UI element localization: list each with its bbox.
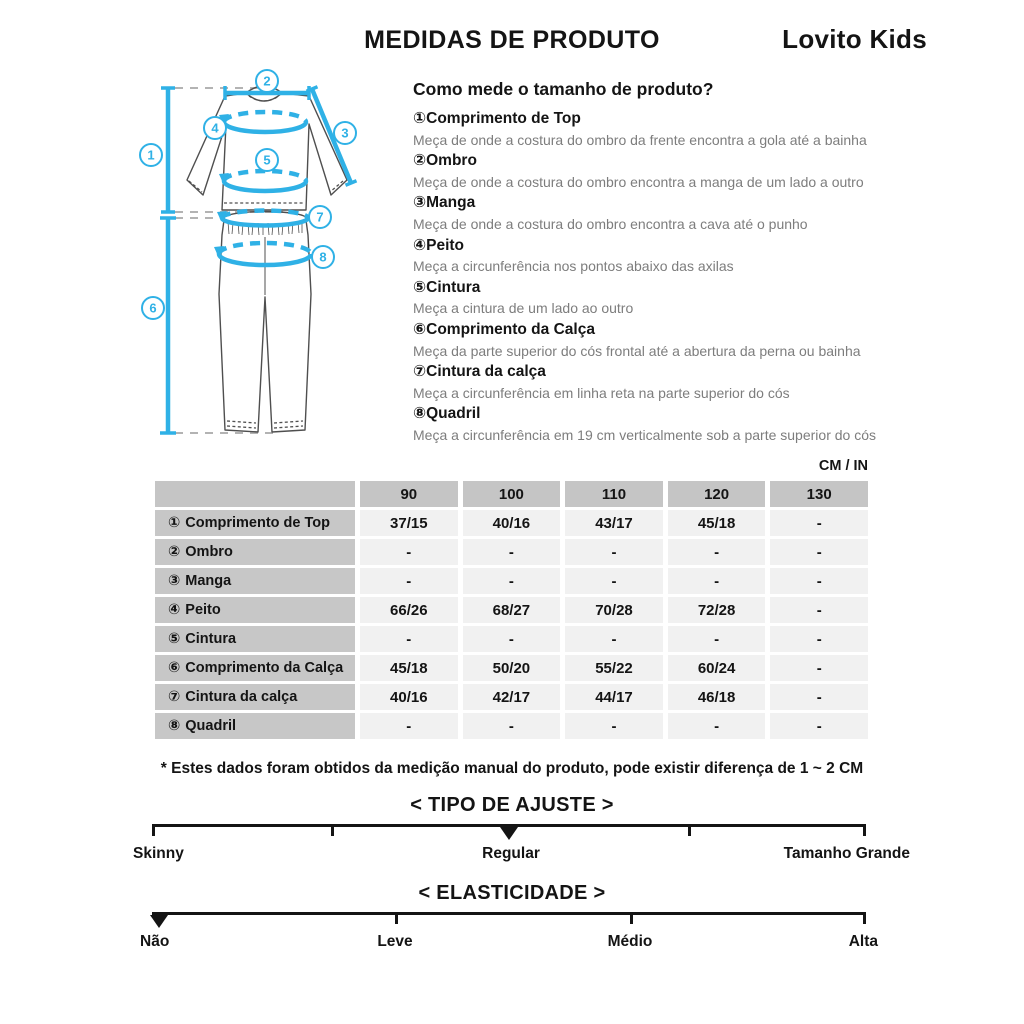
table-cell: - bbox=[565, 539, 663, 565]
table-cell: - bbox=[360, 568, 458, 594]
item-description: Meça de onde a costura do ombro encontra a manga de um lado a outro bbox=[413, 173, 864, 190]
svg-text:3: 3 bbox=[341, 125, 349, 141]
table-cell: 40/16 bbox=[360, 684, 458, 710]
size-column-header: 90 bbox=[360, 481, 458, 507]
fit-scale-title: < TIPO DE AJUSTE > bbox=[410, 794, 614, 816]
table-cell: - bbox=[360, 539, 458, 565]
item-description: Meça a circunferência nos pontos abaixo das axilas bbox=[413, 258, 734, 275]
table-cell: 72/28 bbox=[668, 597, 766, 623]
item-label: Peito bbox=[426, 236, 465, 254]
item-description: Meça de onde a costura do ombro da frente encontra a gola até a bainha bbox=[413, 131, 867, 148]
item-label: Quadril bbox=[426, 405, 481, 423]
item-number: ③ bbox=[413, 193, 427, 212]
instruction-item bbox=[413, 150, 988, 192]
table-cell: - bbox=[770, 684, 868, 710]
elasticity-label-medio: Médio bbox=[607, 933, 653, 950]
item-description: Meça de onde a costura do ombro encontra a cava até o punho bbox=[413, 215, 808, 232]
elasticity-label-alta: Alta bbox=[848, 933, 878, 950]
item-number: ④ bbox=[413, 235, 427, 254]
table-cell: - bbox=[360, 626, 458, 652]
row-label: ② Ombro bbox=[155, 539, 355, 565]
elasticity-label-leve: Leve bbox=[377, 933, 413, 950]
scale-tick bbox=[395, 915, 398, 924]
svg-text:7: 7 bbox=[316, 209, 324, 225]
item-number: ⑧ bbox=[413, 404, 427, 423]
fit-scale-track bbox=[152, 824, 866, 839]
fit-label-skinny: Skinny bbox=[133, 845, 184, 862]
instruction-item bbox=[413, 277, 988, 319]
row-label: ⑧ Quadril bbox=[155, 713, 355, 739]
table-cell: 66/26 bbox=[360, 597, 458, 623]
fit-scale-marker bbox=[500, 827, 518, 840]
elasticity-label-nao: Não bbox=[140, 933, 170, 950]
row-label: ⑥ Comprimento da Calça bbox=[155, 655, 355, 681]
item-label: Comprimento de Top bbox=[426, 110, 581, 127]
table-cell: 44/17 bbox=[565, 684, 663, 710]
table-cell: - bbox=[668, 539, 766, 565]
table-cell: 60/24 bbox=[668, 655, 766, 681]
item-description: Meça a circunferência em linha reta na parte superior do cós bbox=[413, 384, 790, 401]
size-column-header: 120 bbox=[668, 481, 766, 507]
instruction-item bbox=[413, 235, 988, 277]
table-cell: 43/17 bbox=[565, 510, 663, 536]
table-cell: - bbox=[770, 597, 868, 623]
row-label: ⑤ Cintura bbox=[155, 626, 355, 652]
diagram-callout-3 bbox=[334, 122, 356, 144]
svg-text:2: 2 bbox=[263, 73, 271, 89]
table-cell: - bbox=[565, 626, 663, 652]
row-label: ⑦ Cintura da calça bbox=[155, 684, 355, 710]
scale-tick bbox=[863, 915, 866, 924]
instruction-item bbox=[413, 108, 988, 150]
svg-text:1: 1 bbox=[147, 147, 155, 163]
table-cell: 46/18 bbox=[668, 684, 766, 710]
instruction-item bbox=[413, 361, 988, 403]
size-column-header: 130 bbox=[770, 481, 868, 507]
page-title: MEDIDAS DE PRODUTO bbox=[364, 26, 660, 54]
fit-label-regular: Regular bbox=[482, 845, 540, 862]
diagram-callout-7 bbox=[309, 206, 331, 228]
table-cell: - bbox=[770, 626, 868, 652]
table-cell: - bbox=[565, 568, 663, 594]
item-label: Cintura bbox=[426, 278, 481, 296]
unit-label: CM / IN bbox=[818, 458, 868, 474]
table-cell: - bbox=[770, 539, 868, 565]
table-cell: - bbox=[770, 568, 868, 594]
table-cell: 70/28 bbox=[565, 597, 663, 623]
item-number: ⑦ bbox=[413, 362, 427, 381]
scale-tick bbox=[863, 827, 866, 836]
table-cell: - bbox=[463, 713, 561, 739]
size-column-header: 100 bbox=[463, 481, 561, 507]
elasticity-scale-track bbox=[152, 912, 866, 927]
item-number: ⑤ bbox=[413, 277, 427, 296]
elasticity-scale-marker bbox=[150, 915, 168, 928]
row-label: ① Comprimento de Top bbox=[155, 510, 355, 536]
item-number: ⑥ bbox=[413, 319, 427, 338]
item-description: Meça a circunferência em 19 cm verticalmente sob a parte superior do cós bbox=[413, 426, 876, 443]
item-label: Manga bbox=[426, 194, 476, 212]
table-cell: 45/18 bbox=[668, 510, 766, 536]
svg-text:6: 6 bbox=[149, 300, 157, 316]
table-cell: 42/17 bbox=[463, 684, 561, 710]
table-corner-cell bbox=[155, 481, 355, 507]
diagram-callout-4 bbox=[204, 117, 226, 139]
table-cell: - bbox=[770, 510, 868, 536]
row-label: ④ Peito bbox=[155, 597, 355, 623]
table-cell: - bbox=[668, 568, 766, 594]
measurement-instructions bbox=[413, 79, 988, 446]
table-cell: - bbox=[668, 713, 766, 739]
table-cell: - bbox=[770, 713, 868, 739]
table-cell: - bbox=[463, 568, 561, 594]
instruction-item bbox=[413, 192, 988, 234]
table-cell: 50/20 bbox=[463, 655, 561, 681]
scale-tick bbox=[630, 915, 633, 924]
table-cell: - bbox=[770, 655, 868, 681]
diagram-callout-8 bbox=[312, 246, 334, 268]
measurement-disclaimer: * Estes dados foram obtidos da medição manual do produto, pode existir diferença de 1 ~ 2 CM bbox=[160, 760, 864, 777]
scale-tick bbox=[152, 827, 155, 836]
svg-text:4: 4 bbox=[211, 120, 219, 136]
svg-text:5: 5 bbox=[263, 152, 271, 168]
table-cell: 68/27 bbox=[463, 597, 561, 623]
item-label: Ombro bbox=[426, 152, 477, 170]
diagram-callout-1 bbox=[140, 144, 162, 166]
diagram-callout-5 bbox=[256, 149, 278, 171]
diagram-callout-2 bbox=[256, 70, 278, 92]
item-number: ② bbox=[413, 151, 427, 170]
instruction-item bbox=[413, 403, 988, 445]
table-cell: - bbox=[565, 713, 663, 739]
size-column-header: 110 bbox=[565, 481, 663, 507]
table-cell: 55/22 bbox=[565, 655, 663, 681]
svg-text:8: 8 bbox=[319, 249, 327, 265]
pajama-measurement-diagram bbox=[115, 62, 405, 452]
scale-tick bbox=[331, 827, 334, 836]
table-cell: 45/18 bbox=[360, 655, 458, 681]
table-cell: 37/15 bbox=[360, 510, 458, 536]
table-cell: - bbox=[668, 626, 766, 652]
instruction-item bbox=[413, 319, 988, 361]
item-description: Meça da parte superior do cós frontal até a abertura da perna ou bainha bbox=[413, 342, 861, 359]
row-label: ③ Manga bbox=[155, 568, 355, 594]
elasticity-scale-title: < ELASTICIDADE > bbox=[418, 882, 606, 904]
size-table bbox=[155, 481, 868, 739]
table-cell: - bbox=[360, 713, 458, 739]
item-description: Meça a cintura de um lado ao outro bbox=[413, 300, 634, 317]
brand-logo: Lovito Kids bbox=[782, 24, 927, 54]
instructions-heading: Como mede o tamanho de produto? bbox=[413, 79, 714, 99]
item-number: ① bbox=[413, 109, 427, 127]
table-cell: - bbox=[463, 539, 561, 565]
fit-label-tamanho-grande: Tamanho Grande bbox=[783, 845, 910, 862]
table-cell: - bbox=[463, 626, 561, 652]
item-label: Comprimento da Calça bbox=[426, 320, 595, 338]
table-cell: 40/16 bbox=[463, 510, 561, 536]
item-label: Cintura da calça bbox=[426, 363, 546, 381]
scale-tick bbox=[688, 827, 691, 836]
diagram-callout-6 bbox=[142, 297, 164, 319]
